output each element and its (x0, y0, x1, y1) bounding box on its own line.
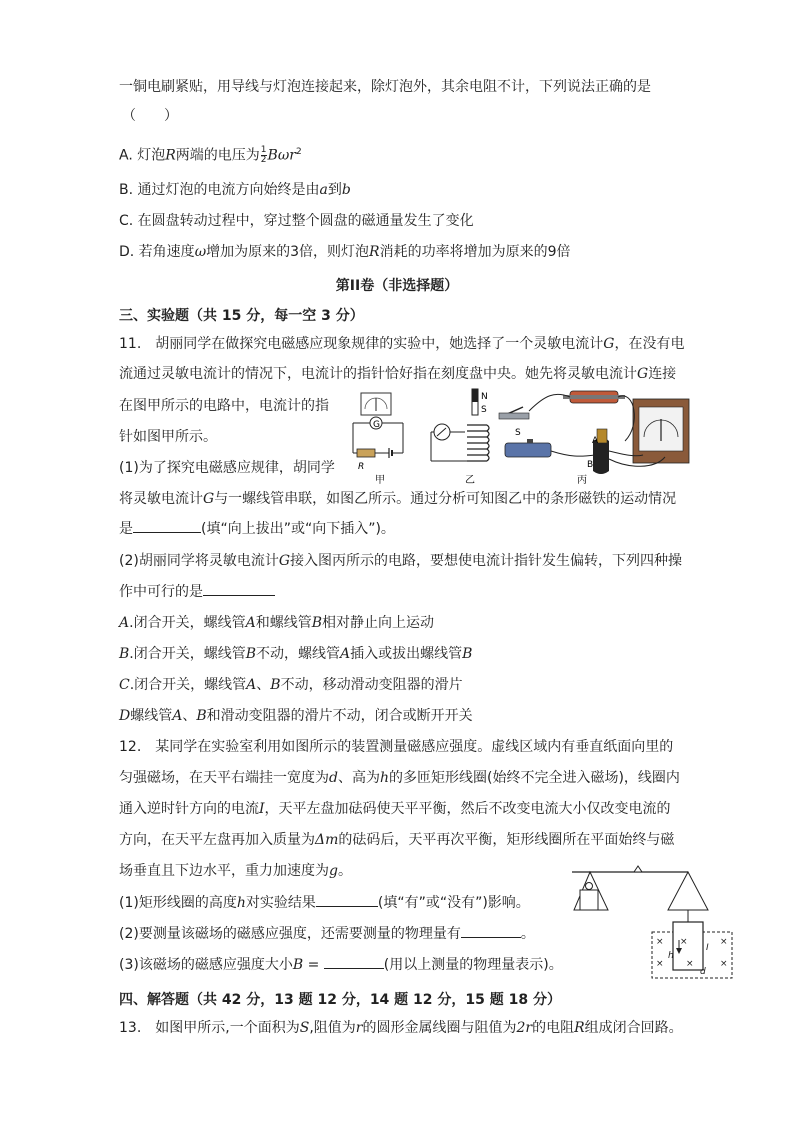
answer-blank[interactable] (324, 968, 384, 969)
q11-figure (345, 385, 693, 487)
figure-jia-circuit (353, 393, 403, 486)
figure-yi-label: 乙 (465, 475, 475, 486)
q11-line4: 针如图甲所示。 (119, 429, 217, 445)
q12-part3: (3)该磁场的磁感应强度大小B = (用以上测量的物理量表示)。 (119, 957, 563, 973)
svg-text:×: × (720, 959, 728, 969)
svg-text:×: × (686, 959, 694, 969)
q10-option-c: C. 在圆盘转动过程中，穿过整个圆盘的磁通量发生了变化 (119, 213, 474, 229)
q13-line1: 13. 如图甲所示,一个面积为S,阻值为r的圆形金属线圈与阻值为2r的电阻R组成闭合回路。 (119, 1020, 683, 1036)
q11-part2: (2)胡丽同学将灵敏电流计G接入图丙所示的电路，要想使电流计指针发生偏转，下列四种操 (119, 553, 683, 569)
q11-part1: (1)为了探究电磁感应规律，胡同学 (119, 460, 335, 476)
q11-part1-line3: 是 (填“向上拔出”或“向下插入”)。 (119, 521, 395, 537)
svg-text:×: × (720, 937, 728, 947)
q10-option-d: D. 若角速度ω增加为原来的3倍，则灯泡R消耗的功率将增加为原来的9倍 (119, 244, 571, 260)
answer-blank[interactable] (133, 532, 201, 533)
q11-option-b: B.闭合开关，螺线管B不动，螺线管A插入或拔出螺线管B (119, 646, 473, 662)
svg-text:R: R (358, 462, 365, 472)
section-title-volume-2: 第II卷（非选择题） (335, 278, 459, 294)
q11-part2-line2: 作中可行的是 (119, 582, 275, 602)
svg-text:G: G (373, 420, 380, 430)
svg-text:d: d (700, 967, 706, 977)
coil-a (597, 429, 607, 443)
figure-jia-label: 甲 (375, 475, 385, 486)
balance-pivot (634, 866, 642, 872)
svg-text:S: S (481, 405, 487, 415)
q11-line3: 在图甲所示的电路中，电流计的指 (119, 398, 329, 414)
answer-blank[interactable] (461, 937, 521, 938)
section-3-title: 三、实验题（共 15 分，每一空 3 分） (119, 308, 364, 324)
q10-answer-paren: （ ） (122, 108, 178, 124)
figure-bing-apparatus (499, 391, 689, 486)
q12-balance-figure (568, 862, 734, 980)
q11-option-d: D螺线管A、B和滑动变阻器的滑片不动，闭合或断开开关 (119, 708, 473, 724)
section-4-title: 四、解答题（共 42 分，13 题 12 分，14 题 12 分，15 题 18 分） (119, 992, 561, 1008)
q10-option-a: A. 灯泡R两端的电压为 $\frac{1}{2}$ Bωr$^2$ (119, 145, 302, 166)
svg-text:×: × (656, 959, 664, 969)
svg-text:N: N (481, 392, 488, 402)
q12-line1: 12. 某同学在实验室利用如图所示的装置测量磁感应强度。虚线区域内有垂直纸面向里的 (119, 739, 674, 755)
figure-yi-solenoid (431, 389, 489, 486)
battery (505, 443, 551, 457)
q11-part1-line2: 将灵敏电流计G与一螺线管串联，如图乙所示。通过分析可知图乙中的条形磁铁的运动情况 (119, 491, 677, 507)
answer-blank[interactable] (203, 595, 275, 596)
q11-option-c: C.闭合开关，螺线管A、B不动，移动滑动变阻器的滑片 (119, 677, 463, 693)
fraction-one-half: $\frac{1}{2}$ (260, 145, 267, 166)
right-pan (668, 872, 708, 910)
q12-line2: 匀强磁场，在天平右端挂一宽度为d、高为h的多匝矩形线圈(始终不完全进入磁场)，线圈内 (119, 770, 680, 786)
q10-line1: 一铜电刷紧贴，用导线与灯泡连接起来，除灯泡外，其余电阻不计，下列说法正确的是 (119, 79, 651, 95)
solenoid-coil (467, 425, 489, 461)
answer-blank[interactable] (316, 906, 378, 907)
q12-line4: 方向，在天平左盘再加入质量为Δm的砝码后，天平再次平衡，矩形线圈所在平面始终与磁 (119, 832, 675, 848)
svg-text:S: S (515, 428, 521, 438)
weight (580, 890, 598, 910)
q12-line3: 通入逆时针方向的电流I，天平左盘加砝码使天平平衡，然后不改变电流大小仅改变电流的 (119, 801, 671, 817)
svg-text:×: × (656, 937, 664, 947)
svg-text:h: h (668, 951, 674, 961)
q12-part2: (2)要测量该磁场的磁感应强度，还需要测量的物理量有 。 (119, 926, 535, 942)
svg-text:×: × (680, 937, 688, 947)
figure-bing-label: 丙 (577, 475, 587, 486)
q12-part1: (1)矩形线圈的高度h对实验结果 (填“有”或“没有”)影响。 (119, 895, 530, 911)
q11-line1: 11. 胡丽同学在做探究电磁感应现象规律的实验中，她选择了一个灵敏电流计G，在没有电 (119, 336, 685, 352)
q12-line5: 场垂直且下边水平，重力加速度为g。 (119, 863, 352, 879)
q11-option-a: A.闭合开关，螺线管A和螺线管B相对静止向上运动 (119, 615, 434, 631)
q10-option-b: B. 通过灯泡的电流方向始终是由a到b (119, 182, 351, 198)
svg-text:I: I (706, 943, 709, 953)
rheostat-symbol (357, 449, 375, 457)
q11-line2: 流通过灵敏电流计的情况下，电流计的指针恰好指在刻度盘中央。她先将灵敏电流计G连接 (119, 366, 677, 382)
svg-text:A: A (592, 436, 599, 446)
svg-text:B: B (587, 460, 594, 470)
